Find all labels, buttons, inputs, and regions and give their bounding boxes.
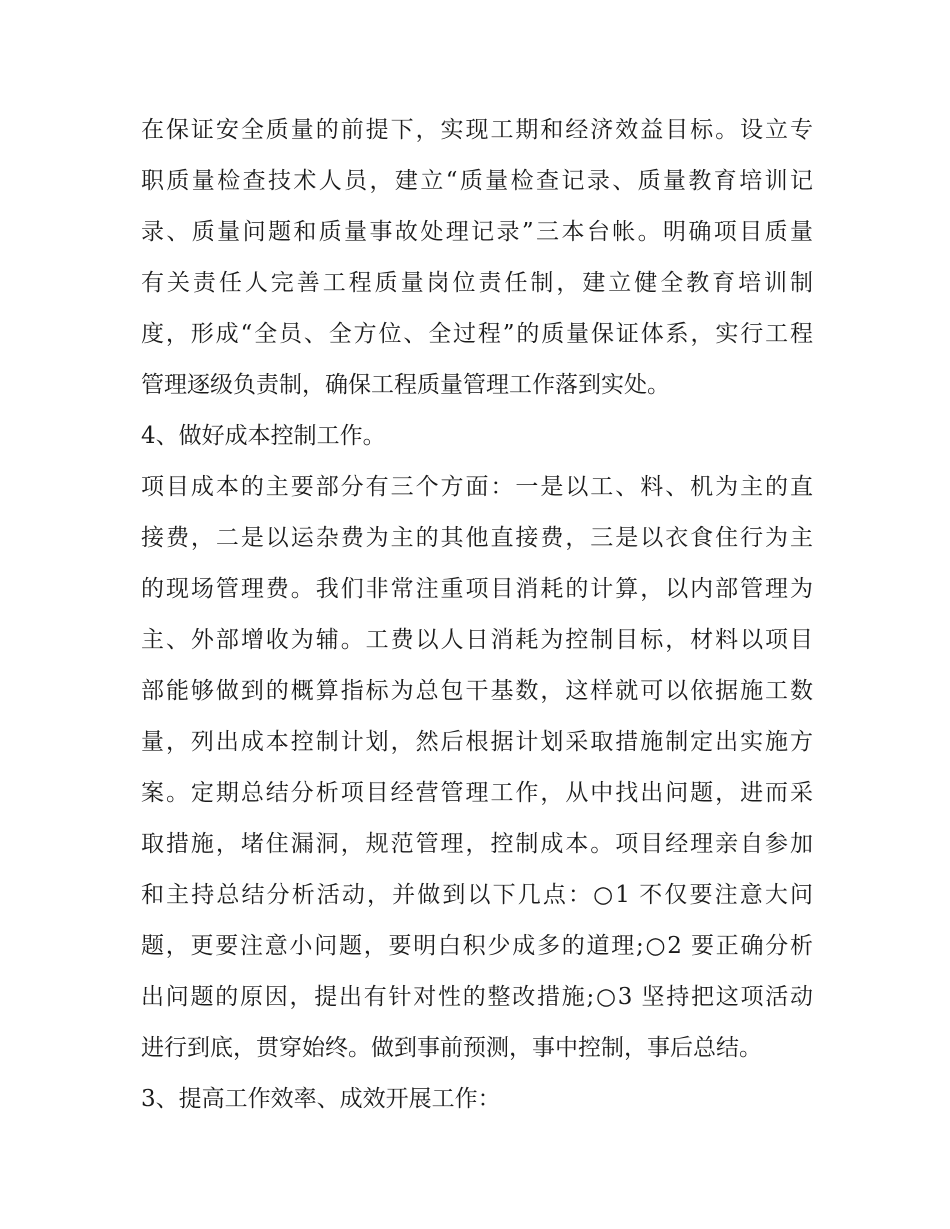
text-line: 进行到底，贯穿始终。做到事前预测，事中控制，事后总结。 — [141, 1035, 762, 1061]
text-line: 的现场管理费。我们非常注重项目消耗的计算，以内部管理为 — [141, 576, 813, 602]
text-line: 接费，二是以运杂费为主的其他直接费，三是以衣食住行为主 — [141, 525, 813, 551]
text-line: 题，更要注意小问题，要明白积少成多的道理;○2 要正确分析 — [141, 933, 813, 959]
heading-text: 3、提高工作效率、成效开展工作： — [141, 1086, 501, 1112]
heading-text: 4、做好成本控制工作。 — [141, 423, 386, 449]
text-line: 量，列出成本控制计划，然后根据计划采取措施制定出实施方 — [141, 729, 813, 755]
text-line: 在保证安全质量的前提下，实现工期和经济效益目标。设立专 — [141, 117, 813, 143]
text-line: 有关责任人完善工程质量岗位责任制，建立健全教育培训制 — [141, 270, 813, 296]
text-line: 管理逐级负责制，确保工程质量管理工作落到实处。 — [141, 372, 670, 398]
document-body — [141, 105, 813, 1125]
section-heading-cost-control — [141, 411, 813, 462]
section-heading-work-efficiency — [141, 1074, 813, 1125]
text-line: 取措施，堵住漏洞，规范管理，控制成本。项目经理亲自参加 — [141, 831, 813, 857]
paragraph-cost-control — [141, 462, 813, 1074]
text-line: 案。定期总结分析项目经营管理工作，从中找出问题，进而采 — [141, 780, 813, 806]
text-line: 和主持总结分析活动，并做到以下几点：○1 不仅要注意大问 — [141, 882, 813, 908]
paragraph-quality-management — [141, 105, 813, 411]
text-line: 主、外部增收为辅。工费以人日消耗为控制目标，材料以项目 — [141, 627, 813, 653]
text-line: 度，形成“全员、全方位、全过程”的质量保证体系，实行工程 — [141, 321, 813, 347]
text-line: 部能够做到的概算指标为总包干基数，这样就可以依据施工数 — [141, 678, 813, 704]
text-line: 录、质量问题和质量事故处理记录”三本台帐。明确项目质量 — [141, 219, 813, 245]
text-line: 出问题的原因，提出有针对性的整改措施;○3 坚持把这项活动 — [141, 984, 813, 1010]
text-line: 项目成本的主要部分有三个方面：一是以工、料、机为主的直 — [141, 474, 813, 500]
text-line: 职质量检查技术人员，建立“质量检查记录、质量教育培训记 — [141, 168, 813, 194]
